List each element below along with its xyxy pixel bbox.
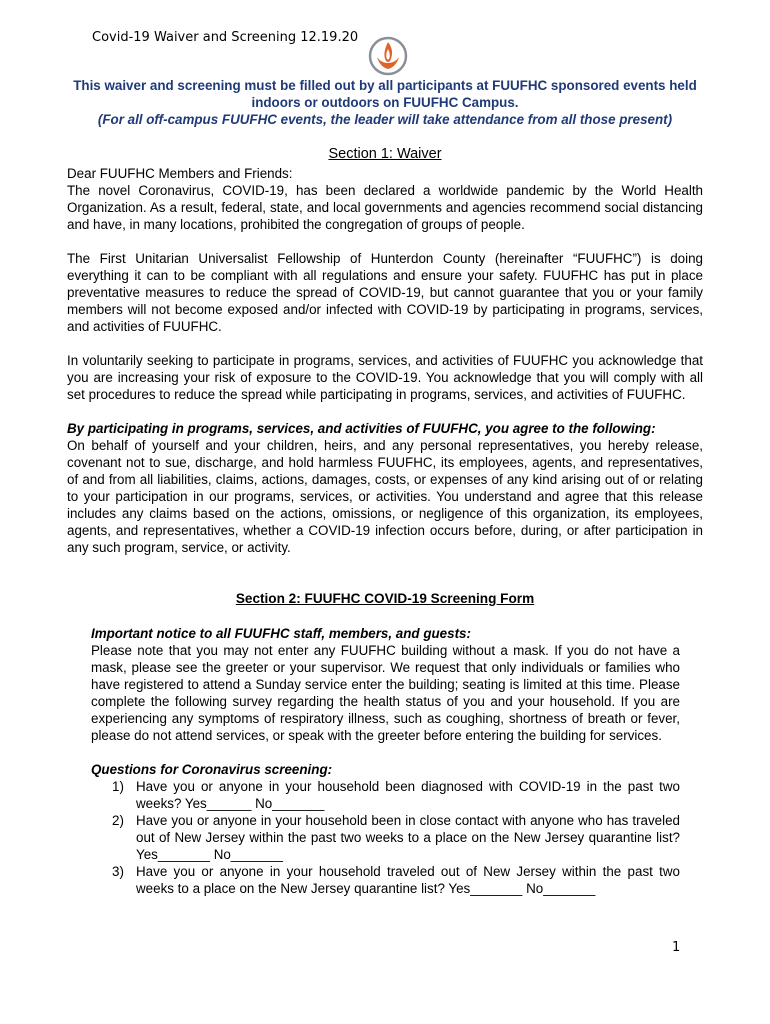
question-text: Have you or anyone in your household been diagnosed with COVID-19 in the past two weeks? Yes______ No_______ — [136, 779, 680, 811]
question-text: Have you or anyone in your household been in close contact with anyone who has traveled out of New Jersey within the past two weeks to a place on the New Jersey quarantine list? Yes_______ No_______ — [136, 813, 680, 862]
question-item — [91, 812, 680, 863]
chalice-flame-logo-icon — [368, 36, 408, 76]
question-text: Have you or anyone in your household traveled out of New Jersey within the past two weeks to a place on the New Jersey quarantine list? Yes_______ No_______ — [136, 864, 680, 896]
question-number: 1) — [112, 779, 124, 794]
question-item — [91, 863, 680, 897]
paragraph-release: On behalf of yourself and your children, heirs, and any personal representatives, you hereby release, covenant not to sue, discharge, and hold harmless FUUFHC, its employees, agents, and representatives, of and from all liabilities, claims, actions, damages, costs, or expenses of any kind arising out of or relating to your participation in our programs, services, or activities. You understand and agree that this release includes any claims based on the actions, omissions, or negligence of this organization, its employees, agents, and representatives, whether a COVID-19 infection occurs before, during, or after participation in any such program, service, or activity. — [67, 438, 703, 555]
paragraph-acknowledge: In voluntarily seeking to participate in programs, services, and activities of FUUFHC you acknowledge that you are increasing your risk of exposure to the COVID-19. You acknowledge that you will comply with all set procedures to reduce the spread while participating in programs, services, and activities of FUUFHC. — [67, 353, 703, 402]
paragraph-fuufhc: The First Unitarian Universalist Fellowship of Hunterdon County (hereinafter “FUUFHC”) is doing everything it can to be compliant with all regulations and ensure your safety. FUUFHC has put in place preventative measures to reduce the spread of COVID-19, but cannot guarantee that you or your family members will not become exposed and/or infected with COVID-19 by participating in programs, services, and activities of FUUFHC. — [67, 251, 703, 334]
notice-heading: Important notice to all FUUFHC staff, members, and guests: — [91, 626, 471, 641]
intro-offcampus-note: (For all off-campus FUUFHC events, the leader will take attendance from all those present) — [97, 112, 673, 127]
agree-heading: By participating in programs, services, and activities of FUUFHC, you agree to the following: — [67, 421, 656, 436]
question-number: 2) — [112, 813, 124, 828]
questions-heading: Questions for Coronavirus screening: — [91, 762, 333, 777]
intro-notice — [66, 77, 704, 128]
intro-line: This waiver and screening must be filled out by all participants at FUUFHC sponsored events held indoors or outdoors on FUUFHC Campus. — [73, 78, 697, 110]
screening-questions — [91, 778, 680, 897]
salutation: Dear FUUFHC Members and Friends: — [67, 166, 293, 181]
notice-body: Please note that you may not enter any FUUFHC building without a mask. If you do not have a mask, please see the greeter or your supervisor. We request that only individuals or families who have registered to attend a Sunday service enter the building; seating is limited at this time. Please complete the following survey regarding the health status of you and your household. If you are experiencing any symptoms of respiratory illness, such as coughing, shortness of breath or fever, please do not attend services, or speak with the greeter before entering the building for services. — [91, 643, 680, 743]
paragraph-pandemic: The novel Coronavirus, COVID-19, has been declared a worldwide pandemic by the World Health Organization. As a result, federal, state, and local governments and agencies recommend social distancing and have, in many locations, prohibited the congregation of groups of people. — [67, 183, 703, 232]
screening-notice — [91, 625, 680, 897]
section1-heading: Section 1: Waiver — [328, 146, 442, 162]
section2-heading: Section 2: FUUFHC COVID-19 Screening Form — [235, 591, 535, 606]
section1-body — [67, 165, 703, 556]
document-title: Covid-19 Waiver and Screening 12.19.20 — [92, 30, 359, 45]
question-item — [91, 778, 680, 812]
page-number: 1 — [672, 940, 681, 955]
question-number: 3) — [112, 864, 124, 879]
